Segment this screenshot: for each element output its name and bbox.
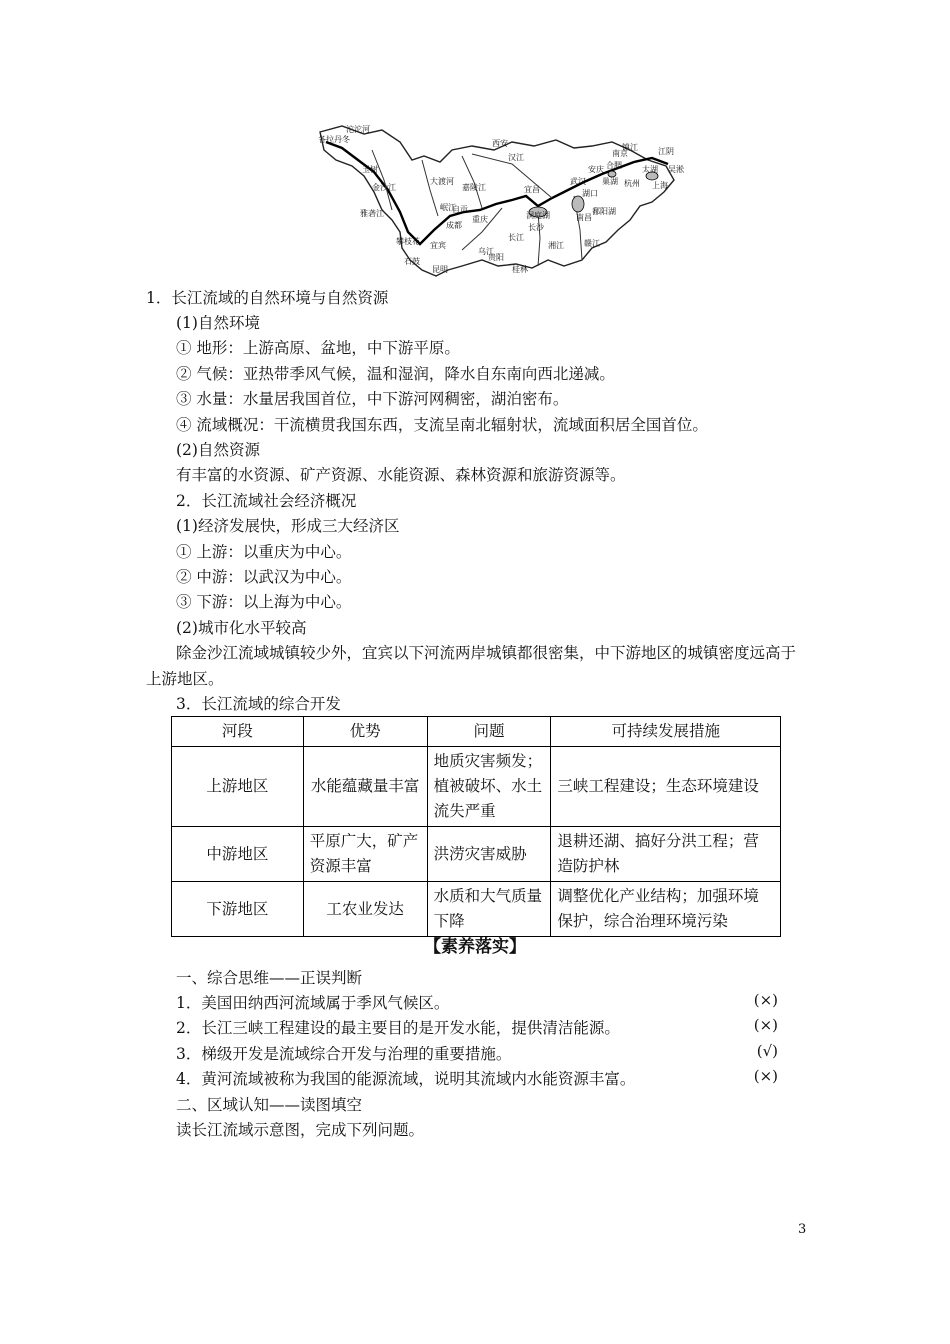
map-label: 岷江: [440, 203, 456, 212]
map-label: 长江: [508, 233, 524, 242]
judgement-mark-4: (×): [753, 1067, 778, 1085]
downstream-text: ③ 下游：以上海为中心。: [176, 593, 352, 611]
map-label: 石鼓: [404, 257, 420, 266]
urbanization-text: 除金沙江流域城镇较少外，宜宾以下河流两岸城镇都很密集，中下游地区的城镇密度远高于上游地区。: [146, 644, 797, 688]
map-label: 南京: [612, 149, 628, 158]
map-label: 重庆: [472, 215, 488, 224]
table-cell: 中游地区: [172, 827, 304, 882]
map-label: 金沙江: [372, 183, 396, 192]
map-label: 玉树: [362, 165, 378, 174]
map-label: 西安: [492, 139, 508, 148]
page-number: 3: [798, 1222, 807, 1237]
part2-instruction: 读长江流域示意图，完成下列问题。: [176, 1121, 425, 1139]
map-label: 宜宾: [430, 241, 446, 250]
tributary-yalong: [372, 150, 392, 210]
table-cell: 退耕还湖、搞好分洪工程；营造防护林: [551, 827, 781, 882]
table-header: 优势: [303, 717, 427, 747]
map-label: 桂林: [512, 265, 528, 274]
tributary-xiang: [538, 212, 540, 266]
table-row: [172, 882, 781, 937]
map-label: 吴淞: [668, 165, 684, 174]
water-text: ③ 水量：水量居我国首位，中下游河网稠密，湖泊密布。: [176, 390, 569, 408]
map-label: 赣江: [584, 239, 600, 248]
table-row: [172, 747, 781, 827]
upstream-text: ① 上游：以重庆为中心。: [176, 543, 352, 561]
tributary-minjiang: [422, 160, 438, 216]
midstream-text: ② 中游：以武汉为中心。: [176, 568, 352, 586]
map-label: 湘江: [548, 241, 564, 250]
judgement-item-1: 1．美国田纳西河流域属于季风气候区。: [176, 994, 450, 1012]
map-label: 宜昌: [524, 185, 540, 194]
map-label: 贵阳: [488, 253, 504, 262]
lake-poyang: [572, 196, 584, 212]
table-cell: 调整优化产业结构；加强环境保护，综合治理环境污染: [551, 882, 781, 937]
map-label: 武汉: [570, 177, 586, 186]
judgement-mark-3: (√): [756, 1042, 778, 1060]
map-label: 南昌: [576, 213, 592, 222]
map-label: 洞庭湖: [526, 211, 550, 220]
table-row: [172, 827, 781, 882]
part1-heading: 一、综合思维——正误判断: [176, 969, 363, 987]
table-cell: 洪涝灾害威胁: [427, 827, 551, 882]
map-label: 大渡河: [430, 177, 454, 186]
section-title: 【素养落实】: [424, 937, 526, 957]
table-cell: 下游地区: [172, 882, 304, 937]
table-cell: 三峡工程建设；生态环境建设: [551, 747, 781, 827]
table-header: 可持续发展措施: [551, 717, 781, 747]
part2-heading: 二、区域认知——读图填空: [176, 1096, 363, 1114]
map-label: 各拉丹冬: [318, 135, 350, 144]
judgement-item-3: 3．梯级开发是流域综合开发与治理的重要措施。: [176, 1045, 512, 1063]
basin-overview-text: ④ 流域概况：干流横贯我国东西，支流呈南北辐射状，流域面积居全国首位。: [176, 416, 708, 434]
map-label: 乌江: [478, 247, 494, 256]
judgement-mark-2: (×): [753, 1016, 778, 1034]
heading-1b: (2)自然资源: [176, 441, 260, 459]
map-label: 湖口: [582, 189, 598, 198]
resources-text: 有丰富的水资源、矿产资源、水能资源、森林资源和旅游资源等。: [176, 466, 626, 484]
table-cell: 地质灾害频发；植被破坏、水土流失严重: [427, 747, 551, 827]
judgement-mark-1: (×): [753, 991, 778, 1009]
map-label: 合肥: [606, 161, 622, 170]
table-cell: 工农业发达: [303, 882, 427, 937]
map-label: 雅砻江: [360, 209, 384, 218]
map-label: 嘉陵江: [462, 183, 486, 192]
map-label: 杭州: [624, 179, 640, 188]
judgement-item-4: 4．黄河流域被称为我国的能源流域，说明其流域内水能资源丰富。: [176, 1070, 636, 1088]
table-cell: 水能蕴藏量丰富: [303, 747, 427, 827]
table-cell: 平原广大，矿产资源丰富: [303, 827, 427, 882]
table-cell: 上游地区: [172, 747, 304, 827]
heading-1: 1．长江流域的自然环境与自然资源: [146, 289, 389, 307]
heading-1a: (1)自然环境: [176, 314, 260, 332]
map-label: 巢湖: [602, 177, 618, 186]
climate-text: ② 气候：亚热带季风气候，温和湿润，降水自东南向西北递减。: [176, 365, 615, 383]
judgement-item-2: 2．长江三峡工程建设的最主要目的是开发水能，提供清洁能源。: [176, 1019, 620, 1037]
yangtze-basin-map: [312, 120, 688, 280]
map-label: 长沙: [528, 223, 544, 232]
heading-3: 3．长江流域的综合开发: [176, 695, 341, 713]
table-header: 问题: [427, 717, 551, 747]
map-label: 上海: [652, 181, 668, 190]
map-label: 鄱阳湖: [592, 207, 616, 216]
development-table: [171, 716, 781, 937]
map-label: 安庆: [588, 165, 604, 174]
heading-2a: (1)经济发展快，形成三大经济区: [176, 517, 400, 535]
map-label: 江阴: [658, 147, 674, 156]
terrain-text: ① 地形：上游高原、盆地，中下游平原。: [176, 339, 460, 357]
tributary-jialing: [462, 156, 482, 208]
table-header-row: [172, 717, 781, 747]
map-label: 沱沱河: [346, 125, 370, 134]
map-label: 自贡: [452, 205, 468, 214]
map-label: 太湖: [642, 165, 658, 174]
heading-2b: (2)城市化水平较高: [176, 619, 307, 637]
table-cell: 水质和大气质量下降: [427, 882, 551, 937]
map-label: 昆明: [432, 265, 448, 274]
map-label: 成都: [446, 221, 462, 230]
map-label: 汉江: [508, 153, 524, 162]
map-label: 镇江: [622, 143, 638, 152]
heading-2: 2．长江流域社会经济概况: [176, 492, 357, 510]
table-header: 河段: [172, 717, 304, 747]
map-label: 攀枝花: [396, 237, 420, 246]
